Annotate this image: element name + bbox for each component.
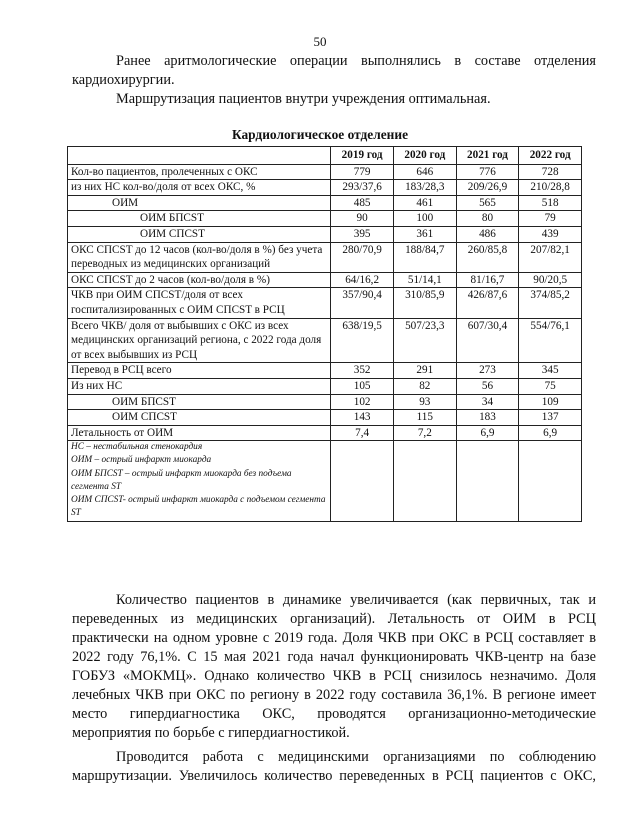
row-value: 779	[331, 164, 394, 180]
row-label: ОИМ СПСST	[68, 226, 331, 242]
row-value: 82	[393, 378, 456, 394]
row-label: Кол-во пациентов, пролеченных с ОКС	[68, 164, 331, 180]
table-row	[68, 226, 582, 242]
row-value: 554/76,1	[519, 318, 582, 363]
row-value: 102	[331, 394, 394, 410]
row-label: Всего ЧКВ/ доля от выбывших с ОКС из всех медицинских организаций региона, с 2022 года доля от всех выбывших из РСЦ	[68, 318, 331, 363]
row-value: 7,4	[331, 425, 394, 441]
row-label: ОИМ СПСST	[68, 410, 331, 426]
row-value: 183	[456, 410, 519, 426]
notes-empty-cell	[393, 441, 456, 521]
notes-empty-cell	[519, 441, 582, 521]
header-empty-cell	[68, 147, 331, 165]
row-value: 143	[331, 410, 394, 426]
row-label: ОИМ БПСST	[68, 394, 331, 410]
row-value: 345	[519, 363, 582, 379]
row-value: 183/28,3	[393, 180, 456, 196]
row-label: Летальность от ОИМ	[68, 425, 331, 441]
row-value: 6,9	[519, 425, 582, 441]
table-row	[68, 288, 582, 318]
row-value: 115	[393, 410, 456, 426]
row-value: 352	[331, 363, 394, 379]
row-value: 357/90,4	[331, 288, 394, 318]
table-row	[68, 195, 582, 211]
row-value: 461	[393, 195, 456, 211]
table-row	[68, 425, 582, 441]
row-value: 607/30,4	[456, 318, 519, 363]
table-body	[68, 164, 582, 521]
row-label: Перевод в РСЦ всего	[68, 363, 331, 379]
row-value: 105	[331, 378, 394, 394]
row-value: 280/70,9	[331, 242, 394, 272]
row-value: 6,9	[456, 425, 519, 441]
row-value: 638/19,5	[331, 318, 394, 363]
row-value: 188/84,7	[393, 242, 456, 272]
header-year: 2022 год	[519, 147, 582, 165]
row-value: 395	[331, 226, 394, 242]
row-value: 426/87,6	[456, 288, 519, 318]
row-value: 646	[393, 164, 456, 180]
row-value: 273	[456, 363, 519, 379]
row-value: 90	[331, 211, 394, 227]
row-value: 439	[519, 226, 582, 242]
row-value: 210/28,8	[519, 180, 582, 196]
row-value: 51/14,1	[393, 272, 456, 288]
row-label: ОКС СПСST до 12 часов (кол-во/доля в %) без учета переводных из медицинских организаций	[68, 242, 331, 272]
row-value: 137	[519, 410, 582, 426]
table-row	[68, 272, 582, 288]
table-title: Кардиологическое отделение	[231, 127, 409, 142]
row-value: 518	[519, 195, 582, 211]
table-row	[68, 180, 582, 196]
notes-row	[68, 441, 582, 521]
row-value: 374/85,2	[519, 288, 582, 318]
row-value: 93	[393, 394, 456, 410]
abbreviations-legend	[68, 441, 331, 521]
header-year: 2020 год	[393, 147, 456, 165]
body-paragraph-1: Количество пациентов в динамике увеличивается (как первичных, так и переведенных из медицинских организаций). Летальность от ОИМ в РСЦ практически на одном уровне с 2019 года. Доля ЧКВ при ОКС в РСЦ составляет в 2022 году 76,1%. С 15 мая 2021 года начал функционировать ЧКВ-центр на базе ГОБУЗ «МОКМЦ». Однако количество ЧКВ в РСЦ снизилось незначимо. Доля лечебных ЧКВ при ОКС по региону в 2022 году составила 36,1%. В регионе имеет место гипердиагностика ОКС, проводятся организационно-методические мероприятия по борьбе с гипердиагностикой.	[72, 592, 596, 741]
row-value: 361	[393, 226, 456, 242]
page-number: 50	[313, 34, 327, 49]
row-value: 310/85,9	[393, 288, 456, 318]
row-value: 507/23,3	[393, 318, 456, 363]
intro-paragraph-2: Маршрутизация пациентов внутри учреждения оптимальная.	[116, 91, 491, 107]
row-value: 485	[331, 195, 394, 211]
row-value: 56	[456, 378, 519, 394]
row-value: 34	[456, 394, 519, 410]
row-value: 81/16,7	[456, 272, 519, 288]
table-row	[68, 164, 582, 180]
notes-empty-cell	[456, 441, 519, 521]
table-row	[68, 363, 582, 379]
row-label: ЧКВ при ОИМ СПСST/доля от всех госпитализированных с ОИМ СПСST в РСЦ	[68, 288, 331, 318]
row-value: 64/16,2	[331, 272, 394, 288]
row-label: ОИМ БПСST	[68, 211, 331, 227]
cardiology-table	[67, 146, 582, 522]
row-value: 486	[456, 226, 519, 242]
row-value: 293/37,6	[331, 180, 394, 196]
row-value: 291	[393, 363, 456, 379]
row-label: из них НС кол-во/доля от всех ОКС, %	[68, 180, 331, 196]
intro-paragraph-1: Ранее аритмологические операции выполнялись в составе отделения кардиохирургии.	[72, 53, 596, 88]
row-value: 80	[456, 211, 519, 227]
table-row	[68, 211, 582, 227]
row-value: 209/26,9	[456, 180, 519, 196]
row-value: 90/20,5	[519, 272, 582, 288]
table-row	[68, 410, 582, 426]
row-value: 776	[456, 164, 519, 180]
row-value: 75	[519, 378, 582, 394]
table-row	[68, 318, 582, 363]
abbreviation-note: ОИМ СПСST- острый инфаркт миокарда с подъемом сегмента ST	[71, 495, 326, 519]
row-value: 565	[456, 195, 519, 211]
table-row	[68, 394, 582, 410]
table-row	[68, 242, 582, 272]
row-label: ОИМ	[68, 195, 331, 211]
header-year: 2021 год	[456, 147, 519, 165]
row-value: 207/82,1	[519, 242, 582, 272]
abbreviation-note: НС – нестабильная стенокардия	[71, 442, 203, 453]
header-year: 2019 год	[331, 147, 394, 165]
row-value: 109	[519, 394, 582, 410]
body-paragraph-2: Проводится работа с медицинскими организациями по соблюдению маршрутизации. Увеличилось количество переведенных в РСЦ пациентов с ОКС,	[72, 749, 596, 784]
table-header-row	[68, 147, 582, 165]
abbreviation-note: ОИМ – острый инфаркт миокарда	[71, 455, 212, 466]
row-label: ОКС СПСST до 2 часов (кол-во/доля в %)	[68, 272, 331, 288]
row-value: 100	[393, 211, 456, 227]
row-value: 260/85,8	[456, 242, 519, 272]
row-value: 7,2	[393, 425, 456, 441]
row-value: 728	[519, 164, 582, 180]
row-label: Из них НС	[68, 378, 331, 394]
abbreviation-note: ОИМ БПСST – острый инфаркт миокарда без подъема сегмента ST	[71, 468, 292, 492]
table-row	[68, 378, 582, 394]
notes-empty-cell	[331, 441, 394, 521]
row-value: 79	[519, 211, 582, 227]
